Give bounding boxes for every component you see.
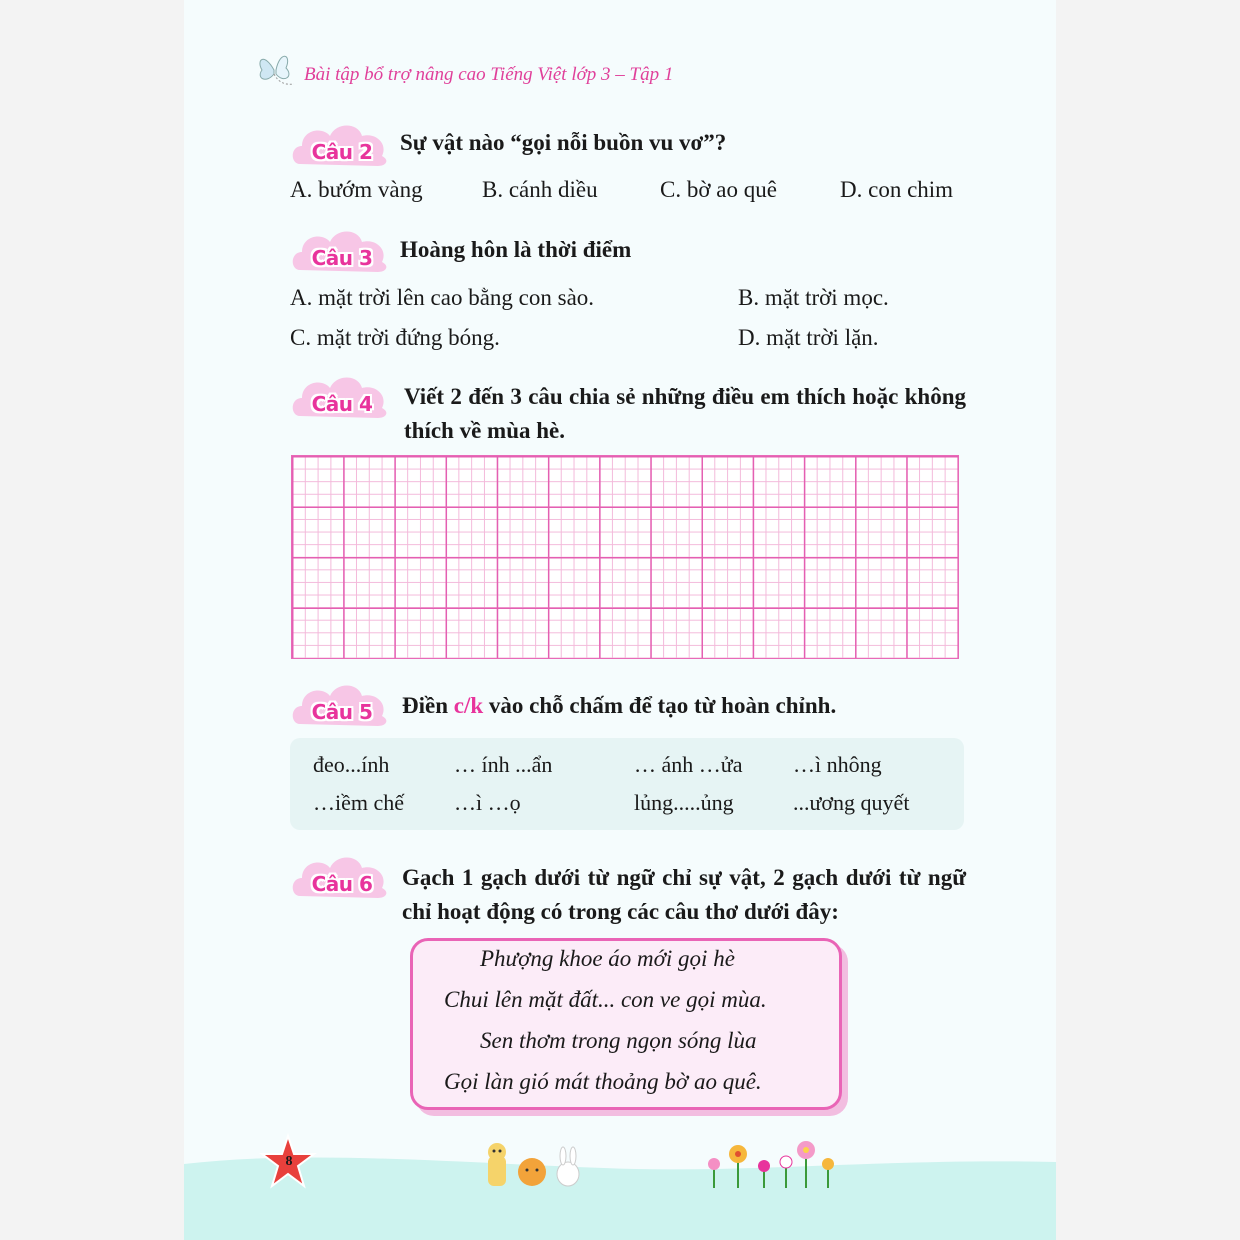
question-5-title-end: vào chỗ chấm để tạo từ hoàn chỉnh. (483, 693, 837, 718)
q3-option-a: A. mặt trời lên cao bằng con sào. (290, 285, 595, 310)
question-5-title-start: Điền (402, 693, 454, 718)
question-2-label: Câu 2 (311, 140, 373, 164)
fill-word-6: …ì …ọ (454, 790, 521, 815)
flowers-icon (702, 1136, 842, 1192)
page-number: 8 (285, 1154, 293, 1169)
fill-word-4: …ì nhông (793, 752, 882, 777)
q2-option-a: A. bướm vàng (290, 177, 423, 202)
animals-icon (480, 1138, 590, 1190)
question-3-label: Câu 3 (311, 246, 373, 270)
fill-word-3: … ánh …ửa (634, 752, 743, 777)
q2-option-b: B. cánh diều (482, 177, 598, 202)
q3-option-c: C. mặt trời đứng bóng. (290, 325, 500, 350)
butterfly-icon (254, 46, 304, 96)
question-3-title: Hoàng hôn là thời điểm (400, 237, 632, 262)
poem-line-1: Phượng khoe áo mới gọi hè (480, 946, 735, 971)
fill-word-2: … ính ...ẩn (454, 752, 553, 777)
question-5-badge (288, 676, 398, 734)
fill-word-8: ...ương quyết (793, 790, 910, 815)
question-2-title: Sự vật nào “gọi nỗi buồn vu vơ”? (400, 130, 727, 155)
question-4-label: Câu 4 (311, 392, 373, 416)
poem-line-2: Chui lên mặt đất... con ve gọi mùa. (444, 987, 767, 1012)
page-header-title: Bài tập bổ trợ nâng cao Tiếng Việt lớp 3 – Tập 1 (304, 64, 674, 85)
question-5-title (402, 689, 836, 723)
q3-option-d: D. mặt trời lặn. (738, 325, 879, 350)
poem-line-4: Gọi làn gió mát thoảng bờ ao quê. (444, 1069, 762, 1094)
q2-option-d: D. con chim (840, 177, 954, 202)
workbook-page (184, 0, 1056, 1240)
question-2-badge (288, 116, 398, 174)
q2-option-c: C. bờ ao quê (660, 177, 777, 202)
question-5-label: Câu 5 (311, 700, 373, 724)
question-6-label: Câu 6 (311, 872, 373, 896)
question-4-title: Viết 2 đến 3 câu chia sẻ những điều em thích hoặc không thích về mùa hè. (404, 384, 966, 443)
fill-word-5: …iềm chế (313, 790, 405, 815)
poem-line-3: Sen thơm trong ngọn sóng lùa (480, 1028, 757, 1053)
question-6-badge (288, 848, 398, 906)
question-4-badge (288, 368, 398, 426)
question-6-title: Gạch 1 gạch dưới từ ngữ chỉ sự vật, 2 gạch dưới từ ngữ chỉ hoạt động có trong các câu thơ dưới đây: (402, 865, 966, 924)
writing-grid[interactable] (291, 455, 959, 659)
question-5-highlight: c/k (453, 693, 484, 718)
fill-word-1: đeo...ính (313, 752, 390, 777)
question-3-badge (288, 222, 398, 280)
fill-word-7: lủng.....ủng (634, 790, 734, 815)
q3-option-b: B. mặt trời mọc. (738, 285, 889, 310)
